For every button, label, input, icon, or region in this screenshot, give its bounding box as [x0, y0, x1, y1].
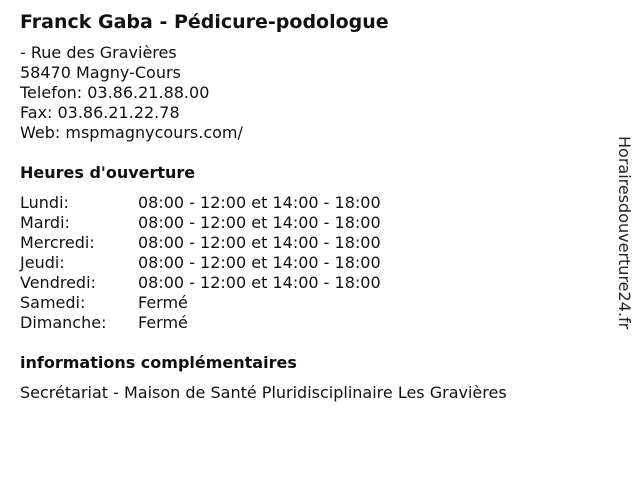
- day-label: Mercredi:: [20, 233, 95, 252]
- day-times: 08:00 - 12:00 et 14:00 - 18:00: [138, 193, 381, 212]
- hours-row-friday: [20, 273, 381, 293]
- day-times: 08:00 - 12:00 et 14:00 - 18:00: [138, 273, 381, 292]
- website-link[interactable]: Web: mspmagnycours.com/: [20, 123, 243, 142]
- phone-number: Telefon: 03.86.21.88.00: [20, 83, 210, 102]
- day-label: Mardi:: [20, 213, 70, 232]
- city-postcode: 58470 Magny-Cours: [20, 63, 181, 82]
- day-label: Jeudi:: [20, 253, 65, 272]
- hours-row-tuesday: [20, 213, 381, 233]
- day-label: Dimanche:: [20, 313, 107, 332]
- day-label: Vendredi:: [20, 273, 96, 292]
- day-times: Fermé: [138, 293, 188, 312]
- additional-info-heading: informations complémentaires: [20, 353, 297, 372]
- site-watermark: Horairesdouverture24.fr: [615, 136, 634, 330]
- opening-hours-table: [20, 193, 381, 333]
- contact-block: [20, 43, 243, 143]
- day-times: 08:00 - 12:00 et 14:00 - 18:00: [138, 253, 381, 272]
- hours-row-saturday: [20, 293, 381, 313]
- business-name: Franck Gaba - Pédicure-podologue: [20, 11, 389, 33]
- hours-row-thursday: [20, 253, 381, 273]
- day-times: 08:00 - 12:00 et 14:00 - 18:00: [138, 213, 381, 232]
- day-label: Samedi:: [20, 293, 86, 312]
- hours-row-monday: [20, 193, 381, 213]
- day-times: Fermé: [138, 313, 188, 332]
- additional-info-text: Secrétariat - Maison de Santé Pluridisciplinaire Les Gravières: [20, 383, 507, 402]
- day-times: 08:00 - 12:00 et 14:00 - 18:00: [138, 233, 381, 252]
- opening-hours-heading: Heures d'ouverture: [20, 163, 196, 182]
- street-address: - Rue des Gravières: [20, 43, 177, 62]
- hours-row-wednesday: [20, 233, 381, 253]
- day-label: Lundi:: [20, 193, 69, 212]
- hours-row-sunday: [20, 313, 381, 333]
- fax-number: Fax: 03.86.21.22.78: [20, 103, 180, 122]
